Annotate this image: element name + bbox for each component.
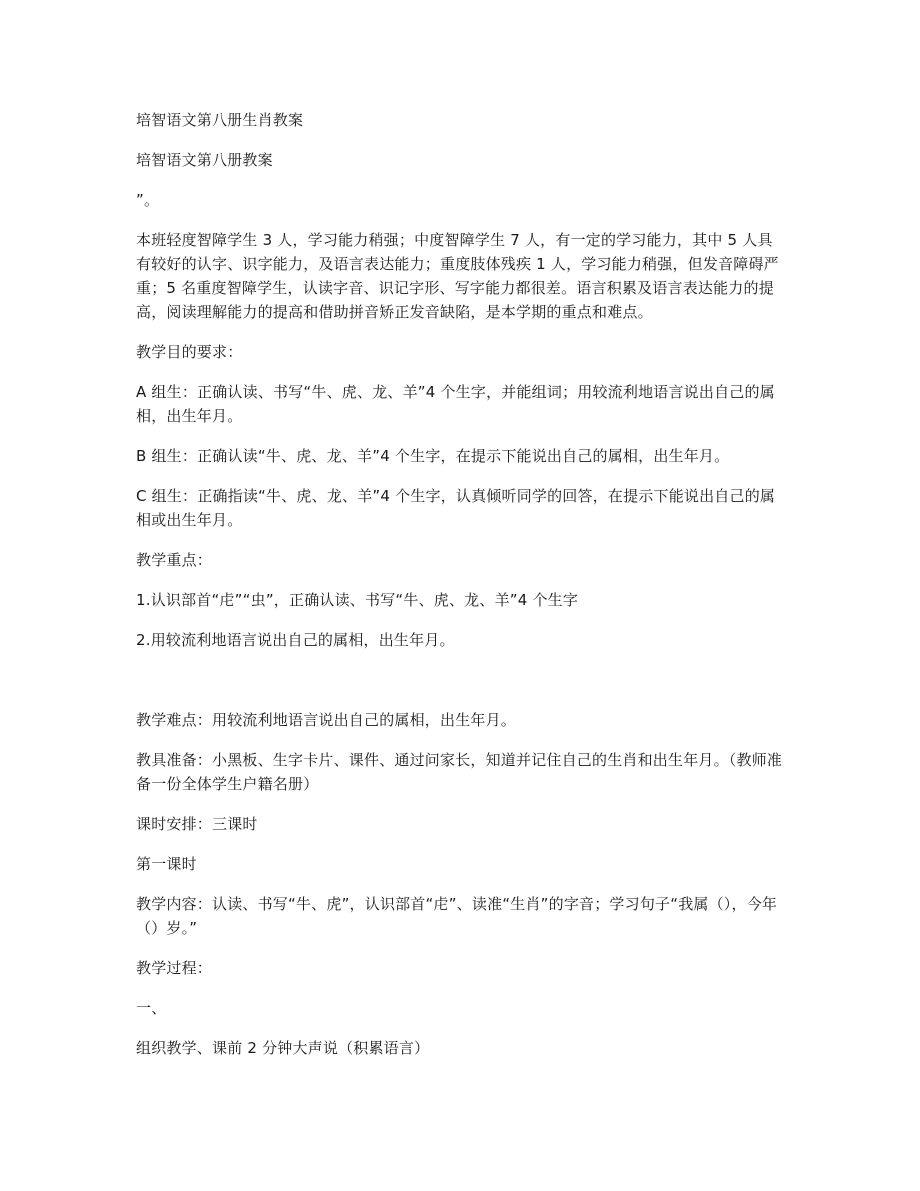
- key-points-heading: 教学重点：: [136, 551, 213, 569]
- step-one-label: 一、: [136, 999, 167, 1017]
- difficulty-paragraph: 教学难点：用较流利地语言说出自己的属相，出生年月。: [136, 711, 517, 729]
- step-one-content: 组织教学、课前 2 分钟大声说（积累语言）: [136, 1039, 430, 1057]
- teaching-process-heading: 教学过程：: [136, 959, 213, 977]
- class-situation-paragraph: 本班轻度智障学生 3 人，学习能力稍强；中度智障学生 7 人，有一定的学习能力，其中 5 人具有较好的认字、识字能力，及语言表达能力；重度肢体残疾 1 人，学习能力稍强，但发音障碍严重；5 名重度智障学生，认读字音、识记字形、写字能力都很差。语言积累及语言表达能力的提高，阅读理解能力的提高和借助拼音矫正发音缺陷，是本学期的重点和难点。: [136, 231, 779, 321]
- objectives-heading: 教学目的要求：: [136, 343, 243, 361]
- document-body: [136, 108, 784, 1076]
- schedule-paragraph: 课时安排：三课时: [136, 815, 258, 833]
- teaching-content-paragraph: 教学内容：认读、书写“牛、虎”，认识部首“虍”、读准“生肖”的字音；学习句子“我属（），今年（）岁。”: [136, 895, 778, 937]
- group-c-objective: C 组生：正确指读“牛、虎、龙、羊”4 个生字，认真倾听同学的回答，在提示下能说出自己的属相或出生年月。: [136, 487, 776, 529]
- document-subtitle: 培智语文第八册教案: [136, 151, 273, 169]
- document-title: 培智语文第八册生肖教案: [136, 111, 304, 129]
- lesson-one-heading: 第一课时: [136, 855, 197, 873]
- key-point-2: 2.用较流利地语言说出自己的属相，出生年月。: [136, 631, 455, 649]
- materials-paragraph: 教具准备：小黑板、生字卡片、课件、通过问家长，知道并记住自己的生肖和出生年月。（教师准备一份全体学生户籍名册）: [136, 751, 783, 793]
- key-point-1: 1.认识部首“虍”“虫”，正确认读、书写“牛、虎、龙、羊”4 个生字: [136, 591, 579, 609]
- group-b-objective: B 组生：正确认读“牛、虎、龙、羊”4 个生字，在提示下能说出自己的属相，出生年月。: [136, 447, 730, 465]
- group-a-objective: A 组生：正确认读、书写“牛、虎、龙、羊”4 个生字，并能组词；用较流利地语言说出自己的属相，出生年月。: [136, 383, 775, 425]
- stray-quote-paragraph: ”。: [136, 191, 160, 209]
- blank-spacer: [136, 668, 784, 708]
